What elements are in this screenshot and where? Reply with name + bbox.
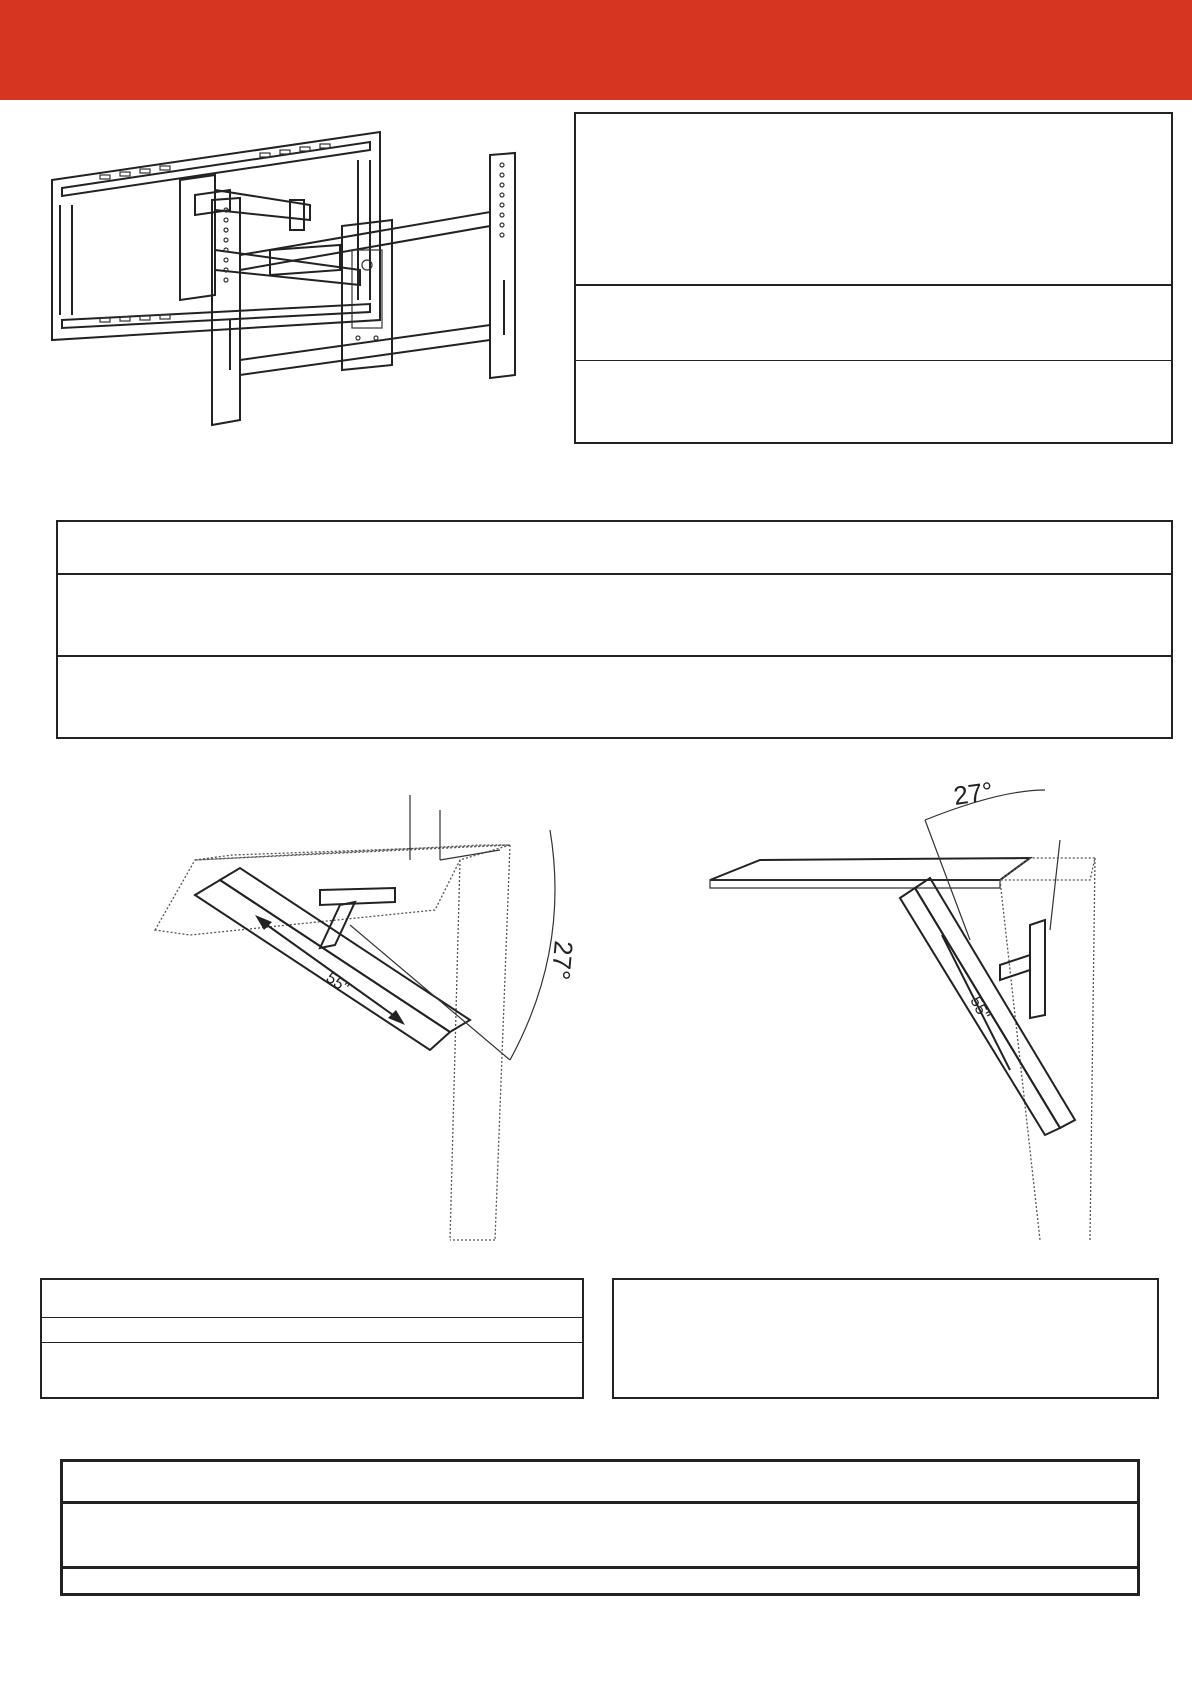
divider [42,1342,582,1343]
svg-text:27°: 27° [545,939,579,982]
svg-text:27°: 27° [951,775,995,811]
corner-mount-diagram-right [700,760,1120,1250]
size-arrow-icon [255,915,405,1025]
svg-text:55": 55" [966,993,993,1023]
corner-mount-diagram-left [150,770,650,1240]
divider [576,360,1171,361]
bracket-icon [1000,920,1045,1018]
divider [58,573,1171,575]
divider [58,655,1171,657]
horizontal-rail-icon [240,212,490,375]
pivot-plate-icon [342,220,392,370]
spec-table-bottom-left [40,1278,584,1399]
divider [63,1501,1137,1504]
spec-box-bottom-right [612,1278,1159,1399]
swing-arm-icon [180,175,360,300]
tv-wall-mount-illustration [40,120,580,460]
divider [63,1566,1137,1569]
spec-box-top [574,112,1173,444]
vertical-bracket-icon [212,153,515,425]
divider [576,284,1171,286]
tv-panel-icon [195,868,470,1050]
spec-table-middle [56,520,1173,739]
svg-text:55": 55" [322,969,352,997]
spec-table-bottom [60,1459,1140,1596]
corner-wall-icon [710,858,1095,1240]
divider [42,1317,582,1318]
header-bar [0,0,1192,100]
